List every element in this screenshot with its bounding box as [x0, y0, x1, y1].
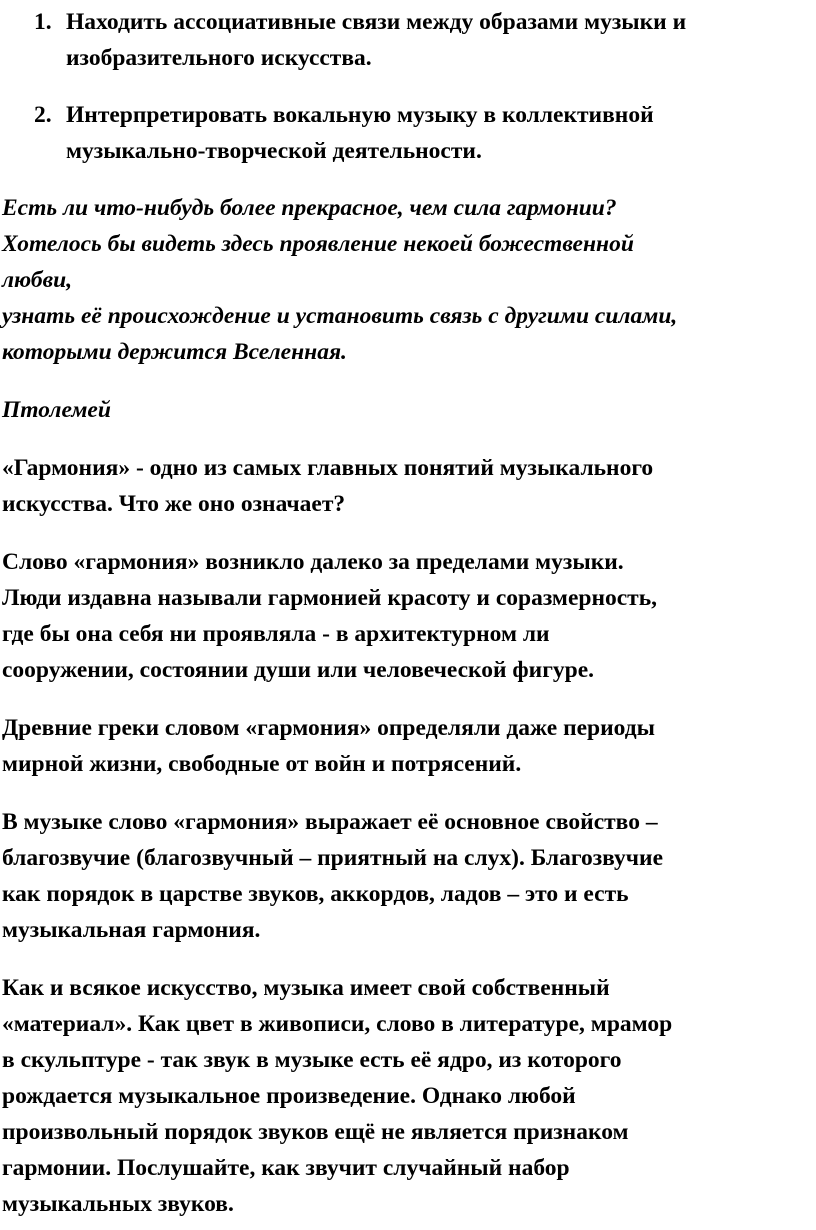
paragraph-line: мирной жизни, свободные от войн и потрясений.: [2, 751, 522, 777]
goal-item-1: [2, 4, 804, 76]
goal-text-line: музыкально-творческой деятельности.: [66, 138, 482, 164]
paragraph-line: сооружении, состоянии души или человеческой фигуре.: [2, 657, 595, 683]
paragraph-line: рождается музыкальное произведение. Однако любой: [2, 1083, 576, 1109]
goal-text-line: изобразительного искусства.: [66, 45, 372, 71]
paragraph-3: [2, 710, 804, 782]
paragraph-line: произвольный порядок звуков ещё не является признаком: [2, 1119, 629, 1145]
paragraph-line: «материал». Как цвет в живописи, слово в литературе, мрамор: [2, 1011, 673, 1037]
paragraph-line: гармонии. Послушайте, как звучит случайный набор: [2, 1155, 570, 1181]
paragraph-5: [2, 970, 804, 1222]
goals-list: [2, 4, 804, 169]
paragraph-line: «Гармония» - одно из самых главных понятий музыкального: [2, 455, 654, 481]
paragraph-line: где бы она себя ни проявляла - в архитектурном ли: [2, 621, 550, 647]
paragraph-line: в скульптуре - так звук в музыке есть её ядро, из которого: [2, 1047, 622, 1073]
paragraph-line: Слово «гармония» возникло далеко за пределами музыки.: [2, 549, 624, 575]
paragraph-1: [2, 450, 804, 522]
quote-author: Птолемей: [2, 397, 111, 423]
paragraph-line: Люди издавна называли гармонией красоту и соразмерность,: [2, 585, 658, 611]
paragraph-2: [2, 544, 804, 688]
paragraph-line: благозвучие (благозвучный – приятный на слух). Благозвучие: [2, 845, 664, 871]
paragraph-line: Как и всякое искусство, музыка имеет свой собственный: [2, 975, 610, 1001]
paragraph-line: искусства. Что же оно означает?: [2, 491, 346, 517]
goal-number: 2.: [34, 102, 52, 128]
quote-line: которыми держится Вселенная.: [2, 339, 347, 365]
paragraph-line: музыкальных звуков.: [2, 1191, 234, 1217]
quote-line: Есть ли что-нибудь более прекрасное, чем сила гармонии?: [2, 195, 617, 221]
quote-line: узнать её происхождение и установить связь с другими силами,: [2, 303, 678, 329]
goal-number: 1.: [34, 9, 52, 35]
goal-item-2: [2, 97, 804, 169]
paragraph-line: Древние греки словом «гармония» определяли даже периоды: [2, 715, 655, 741]
paragraph-4: [2, 804, 804, 948]
goal-text-line: Находить ассоциативные связи между образами музыки и: [66, 9, 687, 35]
paragraph-line: В музыке слово «гармония» выражает её основное свойство –: [2, 809, 658, 835]
quote-line: Хотелось бы видеть здесь проявление некоей божественной: [2, 231, 634, 257]
quote-line: любви,: [2, 267, 73, 293]
paragraph-line: как порядок в царстве звуков, аккордов, ладов – это и есть: [2, 881, 629, 907]
paragraph-line: музыкальная гармония.: [2, 917, 261, 943]
goal-text-line: Интерпретировать вокальную музыку в коллективной: [66, 102, 654, 128]
epigraph-quote: [2, 190, 804, 370]
